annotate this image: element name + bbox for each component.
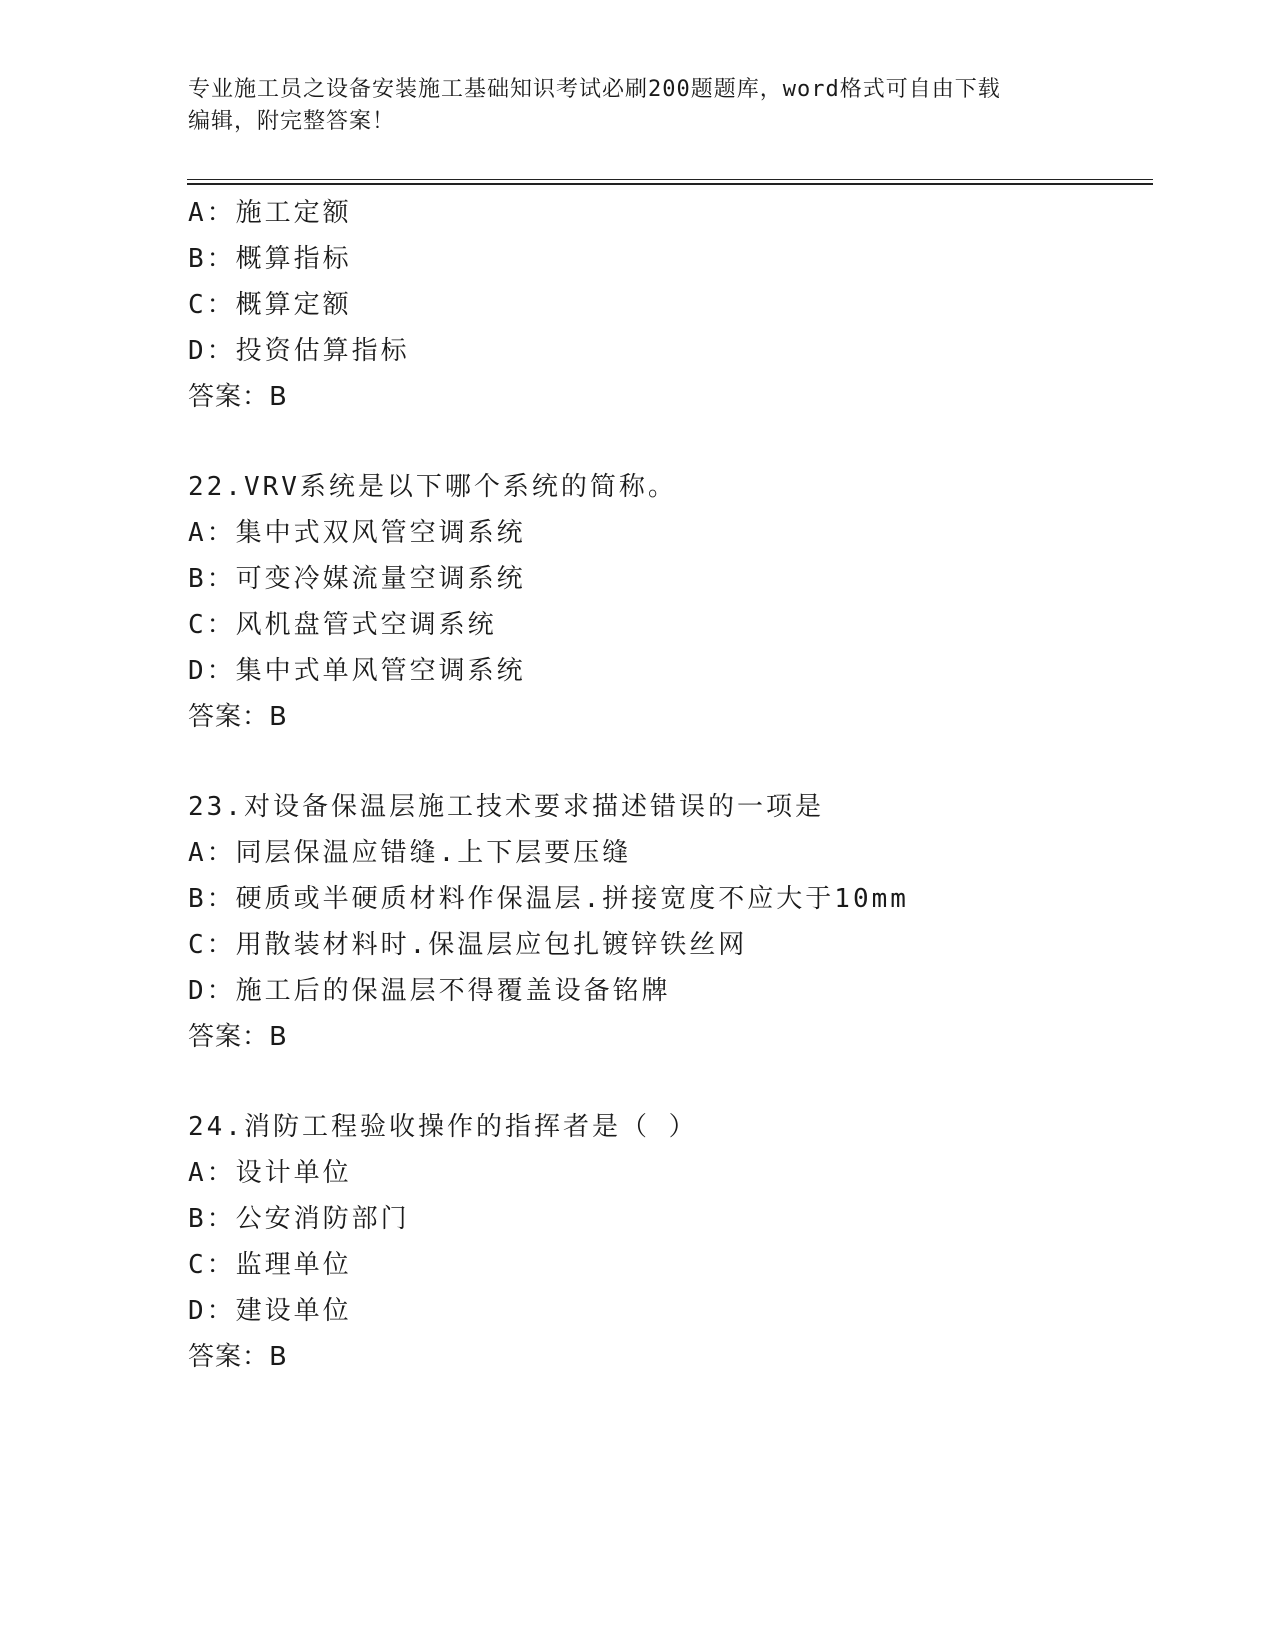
- option-d: D：施工后的保温层不得覆盖设备铭牌: [188, 976, 671, 1006]
- option-d: D：集中式单风管空调系统: [188, 656, 526, 686]
- question-block-24: [188, 1104, 1148, 1380]
- option-c: C：监理单位: [188, 1250, 352, 1280]
- header-line-1: 专业施工员之设备安装施工基础知识考试必刷200题题库，word格式可自由下载: [188, 77, 1001, 102]
- option-a: A：集中式双风管空调系统: [188, 518, 526, 548]
- option-b: B：公安消防部门: [188, 1204, 410, 1234]
- option-d: D：建设单位: [188, 1296, 352, 1326]
- question-block-21: [188, 190, 1148, 420]
- question-text: 22.VRV系统是以下哪个系统的简称。: [188, 472, 677, 502]
- option-d: D：投资估算指标: [188, 336, 410, 366]
- block-spacer: [188, 1060, 1148, 1104]
- answer: 答案：B: [188, 1342, 288, 1372]
- block-spacer: [188, 740, 1148, 784]
- option-c: C：概算定额: [188, 290, 352, 320]
- question-list: [188, 190, 1148, 1380]
- header-divider-thin: [187, 179, 1153, 180]
- block-spacer: [188, 420, 1148, 464]
- option-b: B：可变冷媒流量空调系统: [188, 564, 526, 594]
- option-a: A：施工定额: [188, 198, 352, 228]
- option-b: B：概算指标: [188, 244, 352, 274]
- header-divider-thick: [187, 183, 1153, 185]
- option-a: A：同层保温应错缝.上下层要压缝: [188, 838, 632, 868]
- option-c: C：风机盘管式空调系统: [188, 610, 497, 640]
- answer: 答案：B: [188, 1022, 288, 1052]
- option-c: C：用散装材料时.保温层应包扎镀锌铁丝网: [188, 930, 748, 960]
- option-a: A：设计单位: [188, 1158, 352, 1188]
- header-line-2: 编辑，附完整答案！: [188, 109, 396, 134]
- question-block-23: [188, 784, 1148, 1060]
- option-b: B：硬质或半硬质材料作保温层.拼接宽度不应大于10mm: [188, 884, 909, 914]
- document-header: [188, 74, 1088, 138]
- question-text: 24.消防工程验收操作的指挥者是（ ）: [188, 1112, 698, 1142]
- question-text: 23.对设备保温层施工技术要求描述错误的一项是: [188, 792, 824, 822]
- answer: 答案：B: [188, 382, 288, 412]
- question-block-22: [188, 464, 1148, 740]
- answer: 答案：B: [188, 702, 288, 732]
